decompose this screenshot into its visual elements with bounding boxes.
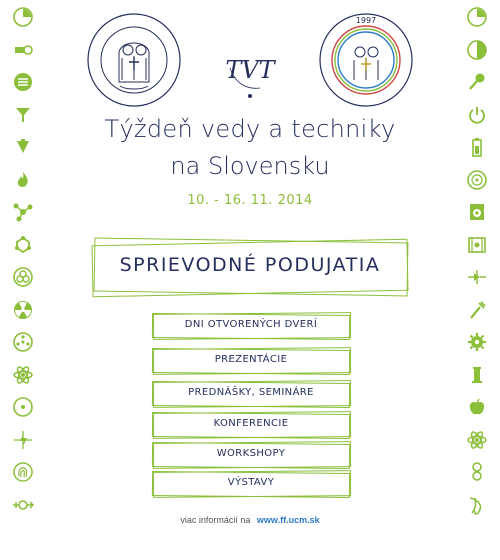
faculty-seal-logo — [86, 12, 182, 108]
event-dates: 10. - 16. 11. 2014 — [187, 193, 313, 208]
fingerprint-icon — [12, 461, 34, 483]
item-label: VÝSTAVY — [227, 477, 275, 488]
item-label: KONFERENCIE — [213, 418, 289, 429]
website-link[interactable]: www.ff.ucm.sk — [256, 515, 320, 525]
tvt-mark: TVT — [225, 56, 275, 84]
university-seal-logo — [318, 12, 414, 108]
fish-icon — [466, 494, 488, 516]
beaker-icon — [466, 364, 488, 386]
tuning-fork-icon — [466, 299, 488, 321]
film-icon — [466, 234, 488, 256]
lightning-icon — [12, 429, 34, 451]
atom-icon — [466, 429, 488, 451]
item-label: PREDNÁŠKY, SEMINÁRE — [188, 387, 314, 398]
list-item — [152, 442, 350, 468]
right-icon-column — [462, 6, 492, 526]
radiation-icon — [12, 299, 34, 321]
gauge-icon — [12, 6, 34, 28]
infinity-icon — [466, 461, 488, 483]
list-item — [152, 381, 350, 407]
contrast-icon — [466, 39, 488, 61]
atom-dots-icon — [12, 331, 34, 353]
list-item — [152, 313, 350, 339]
circuit-icon — [466, 266, 488, 288]
gauge-icon — [466, 6, 488, 28]
item-label: PREZENTÁCIE — [214, 354, 288, 365]
footer-text: viac informácií na — [180, 515, 251, 525]
target-icon — [12, 396, 34, 418]
list-item — [152, 471, 350, 497]
left-icon-column — [8, 6, 38, 526]
item-label: WORKSHOPY — [216, 448, 286, 459]
banner-title: SPRIEVODNÉ PODUJATIA — [119, 254, 381, 276]
page-title-line2: na Slovensku — [170, 152, 330, 180]
item-label: DNI OTVORENÝCH DVERÍ — [184, 319, 318, 330]
list-item — [152, 348, 350, 374]
venus-mars-icon — [12, 494, 34, 516]
apple-icon — [466, 396, 488, 418]
events-banner — [92, 238, 408, 296]
footer — [0, 515, 500, 525]
biohazard-icon — [12, 266, 34, 288]
ring-molecule-icon — [12, 234, 34, 256]
tvt-logo — [206, 20, 294, 108]
seal-year: 1997 — [355, 16, 377, 25]
dna-icon — [12, 71, 34, 93]
page-title-line1: Týždeň vedy a techniky — [104, 115, 396, 143]
list-item — [152, 412, 350, 438]
atom-icon — [12, 364, 34, 386]
gears-icon — [466, 331, 488, 353]
flask-icon — [12, 39, 34, 61]
microphone-icon — [466, 71, 488, 93]
